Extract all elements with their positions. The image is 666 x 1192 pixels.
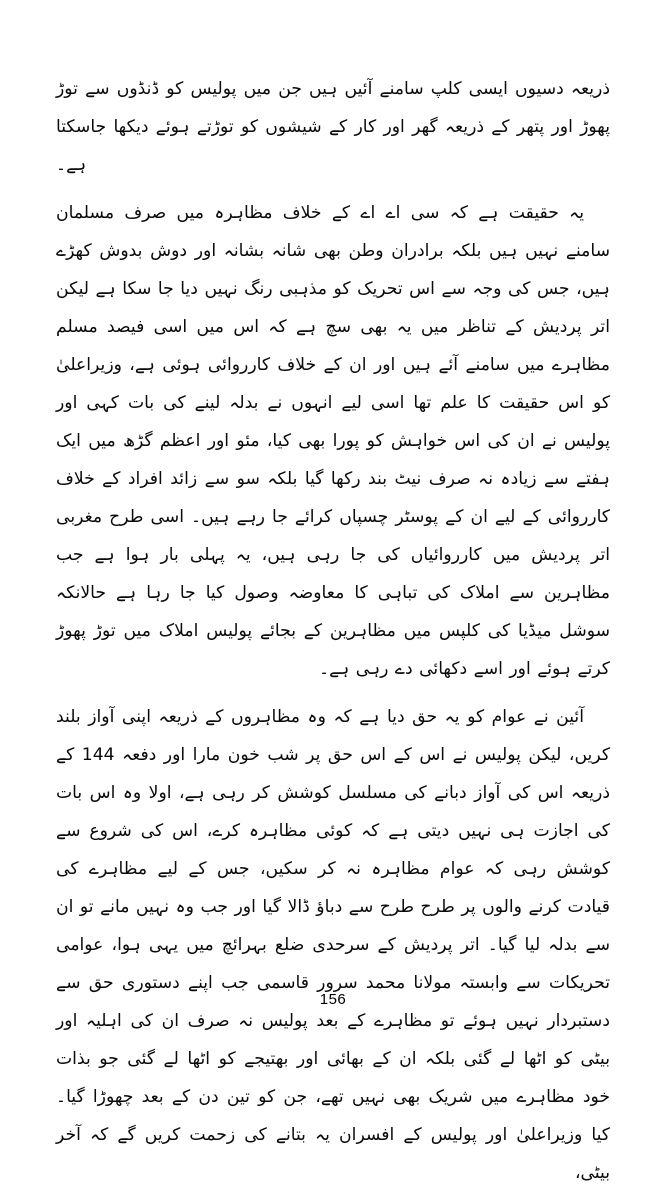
page-body <box>56 70 610 1192</box>
paragraph-1: ذریعہ دسیوں ایسی کلپ سامنے آئیں ہیں جن میں پولیس کو ڈنڈوں سے توڑ پھوڑ اور پتھر کے ذریعہ گھر اور کار کے شیشوں کو توڑتے ہوئے دیکھا جاسکتا ہے۔ <box>56 79 610 175</box>
paragraph-2: یہ حقیقت ہے کہ سی اے اے کے خلاف مظاہرہ میں صرف مسلمان سامنے نہیں ہیں بلکہ برادران وطن بھی شانہ بشانہ اور دوش بدوش کھڑے ہیں، جس کی وجہ سے اس تحریک کو مذہبی رنگ نہیں دیا جا سکا ہے لیکن اتر پردیش کے تناظر میں یہ بھی سچ ہے کہ اس میں اسی فیصد مسلم مظاہرے میں سامنے آئے ہیں اور ان کے خلاف کارروائی ہوئی ہے، وزیراعلیٰ کو اس حقیقت کا علم تھا اسی لیے انہوں نے بدلہ لینے کی بات کہی اور پولیس نے ان کی اس خواہش کو پورا بھی کیا، مئو اور اعظم گڑھ میں ایک ہفتے سے زیادہ نہ صرف نیٹ بند رکھا گیا بلکہ سو سے زائد افراد کے خلاف کارروائی کے لیے ان کے پوسٹر چسپاں کرائے جا رہے ہیں۔ اسی طرح مغربی اتر پردیش میں کارروائیاں کی جا رہی ہیں، یہ پہلی بار ہوا ہے جب مظاہرین سے املاک کی تباہی کا معاوضہ وصول کیا جا رہا ہے حالانکہ سوشل میڈیا کی کلپس میں مظاہرین کے بجائے پولیس املاک میں توڑ پھوڑ کرتے ہوئے اور اسے دکھائی دے رہی ہے۔ <box>56 203 610 679</box>
paragraph-3: آئین نے عوام کو یہ حق دیا ہے کہ وہ مظاہروں کے ذریعہ اپنی آواز بلند کریں، لیکن پولیس نے اس کے اس حق پر شب خون مارا اور دفعہ 144 کے ذریعہ اس کی آواز دبانے کی مسلسل کوشش کر رہی ہے، اولا وہ اس بات کی اجازت ہی نہیں دیتی ہے کہ کوئی مظاہرہ کرے، اس کی شروع سے کوشش رہی کہ عوام مظاہرہ نہ کر سکیں، جس کے لیے مظاہرے کی قیادت کرنے والوں پر طرح طرح سے دباؤ ڈالا گیا اور جب وہ نہیں مانے تو ان سے بدلہ لیا گیا۔ اتر پردیش کے سرحدی ضلع بہرائچ میں یہی ہوا، عوامی تحریکات سے وابستہ مولانا محمد سرور قاسمی جب اپنے دستوری حق سے دستبردار نہیں ہوئے تو مظاہرے کے بعد پولیس نہ صرف ان کی اہلیہ اور بیٹی کو اٹھا لے گئی بلکہ ان کے بھائی اور بھتیجے کو اٹھا لے گئی جو بذات خود مظاہرے میں شریک بھی نہیں تھے، جن کو تین دن کے بعد چھوڑا گیا۔ کیا وزیراعلیٰ اور پولیس کے افسران یہ بتانے کی زحمت کریں گے کہ آخر بیٹی، <box>56 707 611 1183</box>
page-number: 156 <box>319 991 347 1008</box>
